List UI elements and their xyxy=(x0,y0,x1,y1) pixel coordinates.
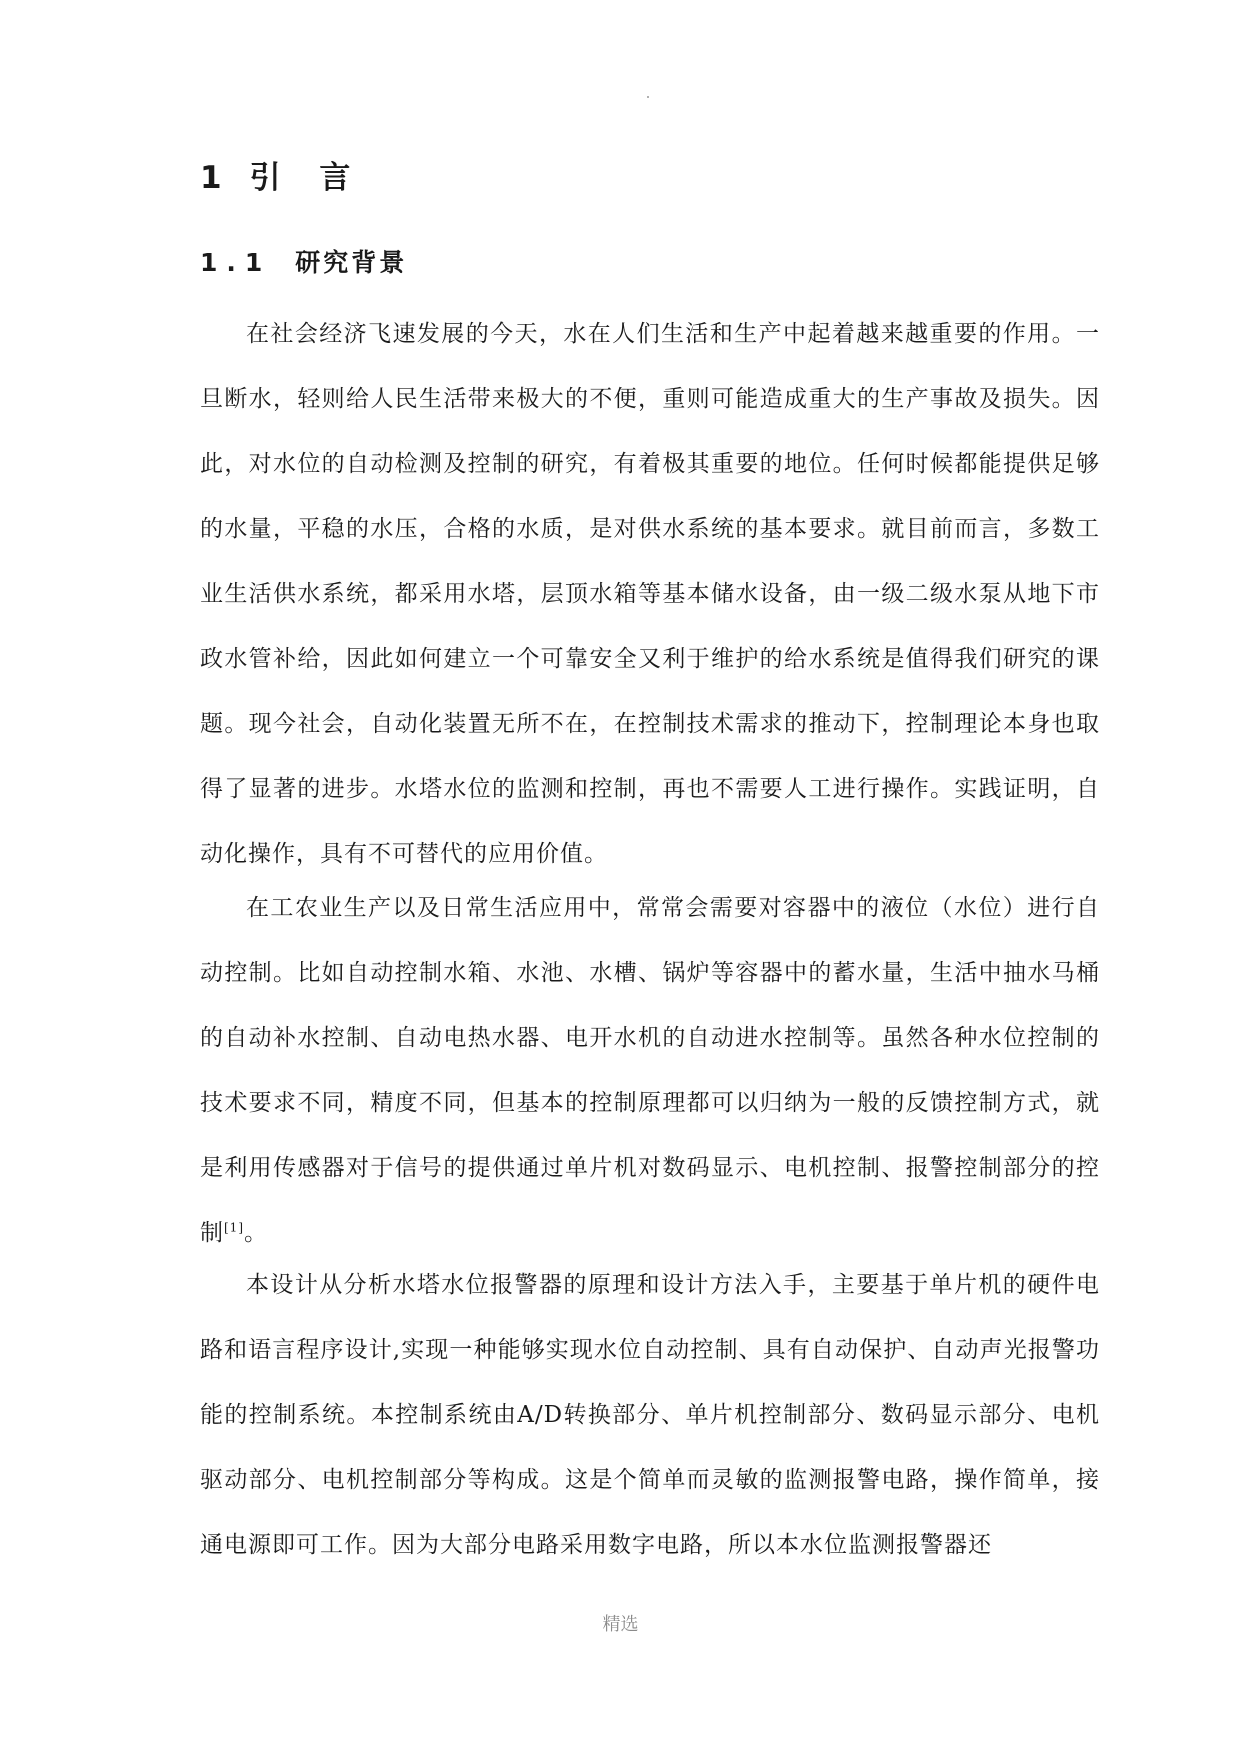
section-title xyxy=(200,243,407,283)
chapter-number: 1 xyxy=(200,160,222,196)
chapter-title-text: 引 言 xyxy=(249,160,365,196)
section-title-text: 研究背景 xyxy=(295,248,408,277)
chapter-title xyxy=(200,156,364,200)
page-footer: 精选 xyxy=(602,1614,639,1635)
paragraph-2 xyxy=(200,876,1100,1266)
paragraph-3: 本设计从分析水塔水位报警器的原理和设计方法入手，主要基于单片机的硬件电路和语言程序设计,实现一种能够实现水位自动控制、具有自动保护、自动声光报警功能的控制系统。本控制系统由A/D转换部分、单片机控制部分、数码显示部分、电机驱动部分、电机控制部分等构成。这是个简单而灵敏的监测报警电路，操作简单，接通电源即可工作。因为大部分电路采用数字电路，所以本水位监测报警器还 xyxy=(200,1272,1100,1558)
paragraph-2-end: 。 xyxy=(244,1220,268,1246)
header-mark xyxy=(647,96,649,98)
citation-marker: [1] xyxy=(224,1220,244,1235)
paragraph-1: 在社会经济飞速发展的今天，水在人们生活和生产中起着越来越重要的作用。一旦断水，轻则给人民生活带来极大的不便，重则可能造成重大的生产事故及损失。因此，对水位的自动检测及控制的研究，有着极其重要的地位。任何时候都能提供足够的水量，平稳的水压，合格的水质，是对供水系统的基本要求。就目前而言，多数工业生活供水系统，都采用水塔，层顶水箱等基本储水设备，由一级二级水泵从地下市政水管补给，因此如何建立一个可靠安全又利于维护的给水系统是值得我们研究的课题。现今社会，自动化装置无所不在，在控制技术需求的推动下，控制理论本身也取得了显著的进步。水塔水位的监测和控制，再也不需要人工进行操作。实践证明，自动化操作，具有不可替代的应用价值。 xyxy=(200,321,1100,867)
paragraph-2-text: 在工农业生产以及日常生活应用中，常常会需要对容器中的液位（水位）进行自动控制。比如自动控制水箱、水池、水槽、锅炉等容器中的蓄水量，生活中抽水马桶的自动补水控制、自动电热水器、电开水机的自动进水控制等。虽然各种水位控制的技术要求不同，精度不同，但基本的控制原理都可以归纳为一般的反馈控制方式，就是利用传感器对于信号的提供通过单片机对数码显示、电机控制、报警控制部分的控制 xyxy=(200,895,1100,1246)
section-number: 1.1 xyxy=(200,248,272,277)
